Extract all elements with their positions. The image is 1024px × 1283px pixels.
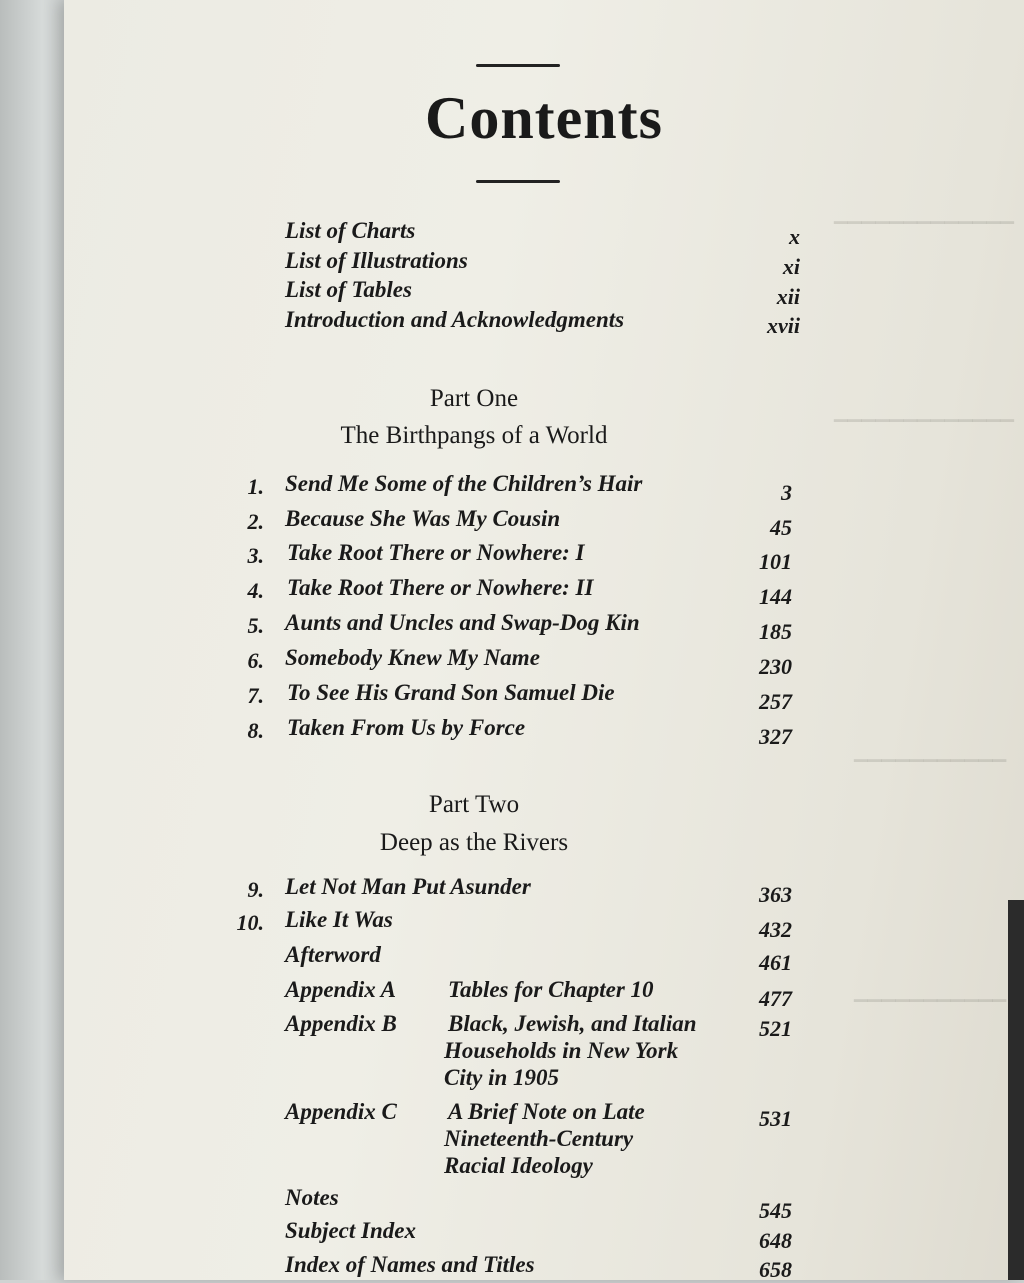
front-matter-page: xvii [767, 313, 800, 338]
notes-page: 545 [759, 1198, 792, 1223]
chapter-page: 230 [759, 654, 792, 679]
chapter-number: 9. [247, 877, 264, 902]
appendix-label: Appendix A [285, 977, 396, 1002]
chapter-title: Take Root There or Nowhere: I [287, 540, 585, 565]
chapter-page: 185 [759, 619, 792, 644]
chapter-page: 144 [759, 584, 792, 609]
show-through-text: ▔▔▔▔▔▔▔▔▔▔▔ [854, 760, 1007, 780]
part-one-title: The Birthpangs of a World [340, 422, 608, 449]
front-matter-page: xi [782, 254, 800, 279]
chapter-number: 1. [247, 474, 264, 499]
appendix-title-line: Households in New York [444, 1038, 679, 1063]
appendix-title-line: Tables for Chapter 10 [448, 977, 654, 1002]
front-matter-label: List of Illustrations [285, 248, 468, 273]
front-matter-page: x [789, 224, 800, 249]
chapter-number: 2. [247, 509, 264, 534]
afterword-label: Afterword [285, 942, 381, 967]
contents-page [64, 0, 1024, 1280]
show-through-text: ▔▔▔▔▔▔▔▔▔▔▔ [854, 1000, 1007, 1020]
appendix-label: Appendix C [285, 1099, 397, 1124]
appendix-page: 531 [759, 1106, 792, 1131]
chapter-title: Send Me Some of the Children’s Hair [285, 471, 643, 496]
chapter-page: 432 [759, 917, 792, 942]
chapter-page: 101 [759, 549, 792, 574]
chapter-title: To See His Grand Son Samuel Die [287, 680, 615, 705]
front-matter-label: Introduction and Acknowledgments [285, 307, 625, 332]
front-matter-label: List of Charts [285, 218, 416, 243]
background-edge [1008, 900, 1024, 1280]
chapter-title: Somebody Knew My Name [285, 645, 540, 670]
front-matter-page: xii [776, 284, 800, 309]
chapter-title: Like It Was [285, 907, 393, 932]
chapter-page: 45 [770, 515, 792, 540]
show-through-text: ▔▔▔▔▔▔▔▔▔▔▔▔▔ [834, 222, 1014, 242]
bottom-rule [476, 180, 560, 183]
chapter-number: 7. [247, 683, 264, 708]
front-matter-label: List of Tables [285, 277, 412, 302]
chapter-number: 5. [247, 613, 264, 638]
names-index-label: Index of Names and Titles [285, 1252, 535, 1277]
appendix-page: 477 [759, 986, 792, 1011]
appendix-title-line: Racial Ideology [444, 1153, 593, 1178]
notes-label: Notes [285, 1185, 339, 1210]
book-gutter [0, 0, 70, 1280]
subject-index-page: 648 [759, 1228, 792, 1253]
chapter-page: 257 [759, 689, 792, 714]
chapter-page: 363 [759, 882, 792, 907]
page-title: Contents [424, 85, 663, 151]
part-one-label: Part One [429, 385, 519, 412]
appendix-title-line: City in 1905 [444, 1065, 560, 1090]
chapter-number: 8. [247, 718, 264, 743]
subject-index-label: Subject Index [285, 1218, 416, 1243]
chapter-title: Aunts and Uncles and Swap-Dog Kin [285, 610, 640, 635]
top-rule [476, 64, 560, 67]
chapter-title: Let Not Man Put Asunder [285, 874, 531, 899]
chapter-number: 3. [247, 543, 264, 568]
chapter-number: 6. [247, 648, 264, 673]
part-two-label: Part Two [428, 791, 520, 818]
part-two-title: Deep as the Rivers [379, 829, 569, 856]
chapter-title: Taken From Us by Force [287, 715, 526, 740]
appendix-title-line: A Brief Note on Late [448, 1099, 645, 1124]
chapter-title: Because She Was My Cousin [285, 506, 561, 531]
chapter-title: Take Root There or Nowhere: II [287, 575, 594, 600]
appendix-page: 521 [759, 1016, 792, 1041]
appendix-label: Appendix B [285, 1011, 397, 1036]
appendix-title-line: Nineteenth-Century [444, 1126, 634, 1151]
appendix-title-line: Black, Jewish, and Italian [448, 1011, 697, 1036]
chapter-page: 327 [759, 724, 792, 749]
show-through-text: ▔▔▔▔▔▔▔▔▔▔▔▔▔ [834, 420, 1014, 440]
afterword-page: 461 [759, 950, 792, 975]
chapter-number: 4. [247, 578, 264, 603]
chapter-number: 10. [236, 910, 264, 935]
chapter-page: 3 [781, 480, 792, 505]
names-index-page: 658 [759, 1257, 792, 1282]
